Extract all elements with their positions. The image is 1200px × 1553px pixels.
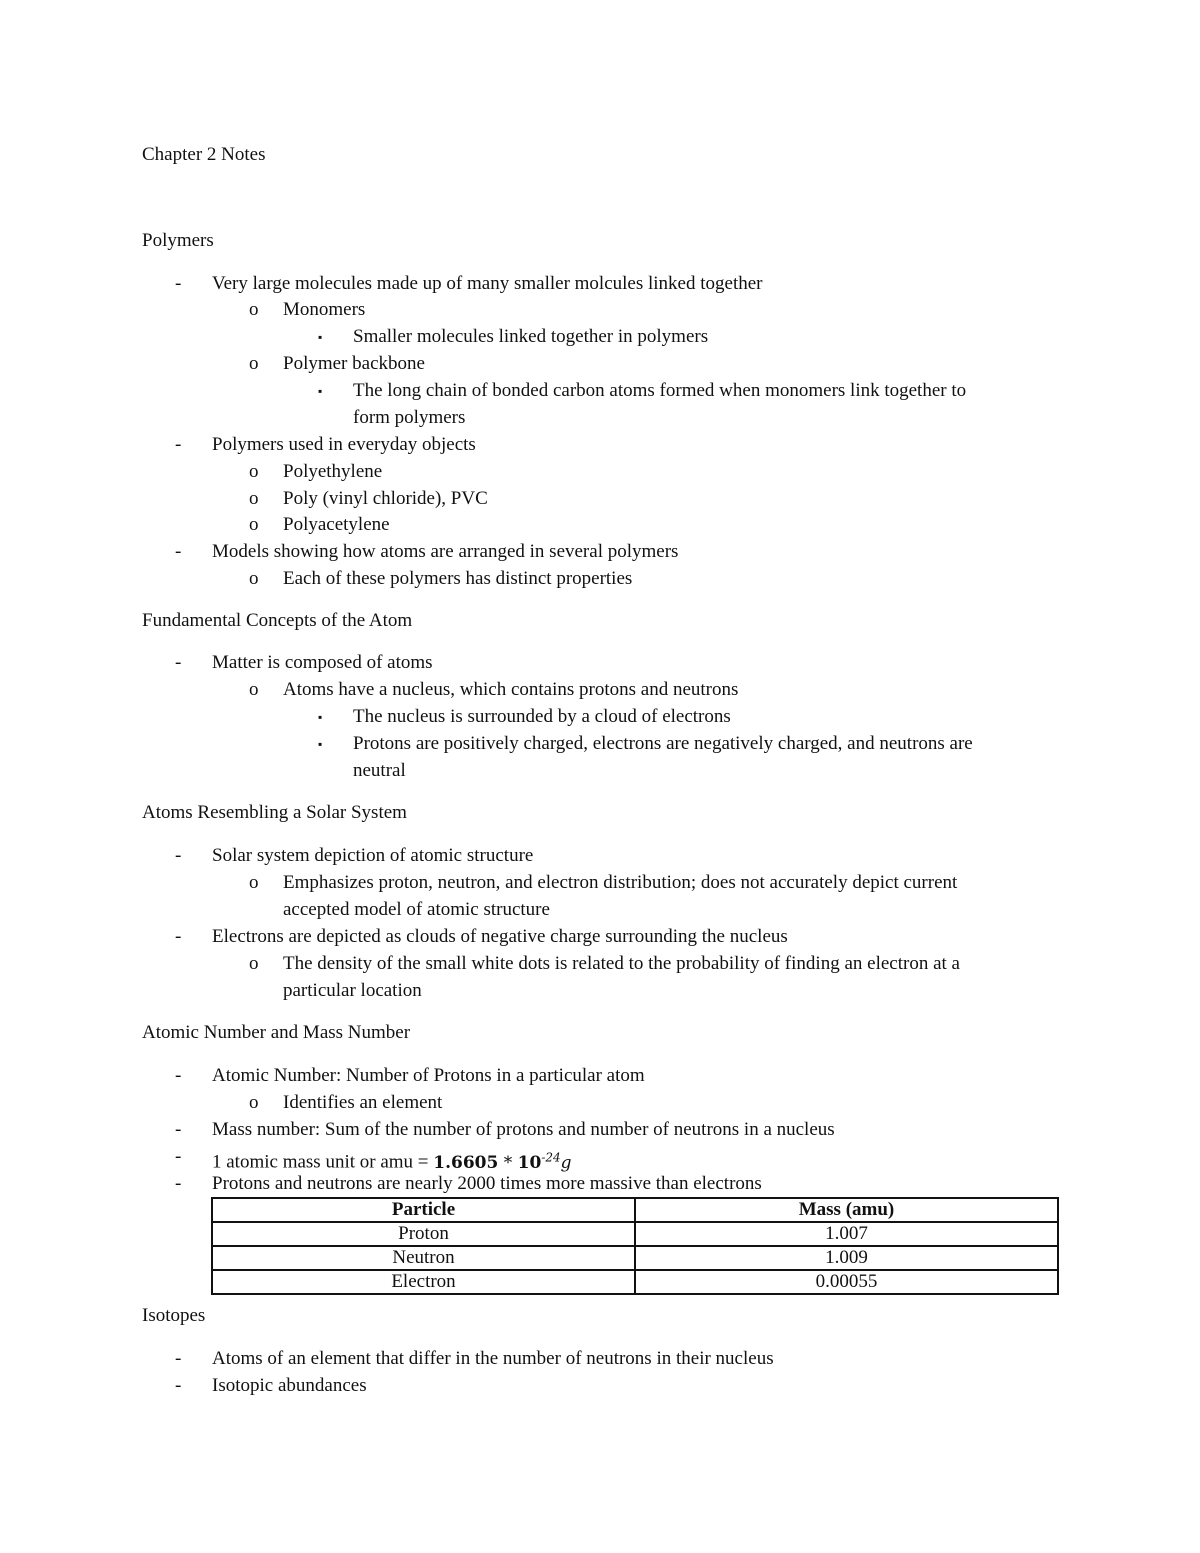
table-header-mass: Mass (amu): [635, 1198, 1058, 1222]
list-item: Emphasizes proton, neutron, and electron distribution; does not accurately depict current: [283, 872, 958, 893]
table-cell-mass: 1.007: [635, 1222, 1058, 1246]
section-heading-polymers: Polymers: [142, 230, 214, 251]
table-cell-particle: Proton: [212, 1222, 635, 1246]
dash-bullet: -: [175, 845, 182, 866]
list-item: Protons and neutrons are nearly 2000 times more massive than electrons: [212, 1173, 762, 1194]
table-row: [212, 1246, 1058, 1270]
section-heading-isotopes: Isotopes: [142, 1305, 206, 1326]
circle-bullet: o: [249, 1092, 259, 1113]
circle-bullet: o: [249, 568, 259, 589]
circle-bullet: o: [249, 679, 259, 700]
dash-bullet: -: [175, 273, 182, 294]
table-row: [212, 1222, 1058, 1246]
list-item-continuation: neutral: [353, 760, 406, 781]
list-item: Protons are positively charged, electrons are negatively charged, and neutrons are: [353, 733, 973, 754]
list-item: Atomic Number: Number of Protons in a particular atom: [212, 1065, 645, 1086]
list-item-continuation: particular location: [283, 980, 422, 1001]
list-item: Very large molecules made up of many smaller molcules linked together: [212, 273, 763, 294]
square-bullet: ▪: [318, 737, 323, 751]
table-row: [212, 1270, 1058, 1294]
list-item: The density of the small white dots is related to the probability of finding an electron at a: [283, 953, 960, 974]
circle-bullet: o: [249, 872, 259, 893]
dash-bullet: -: [175, 541, 182, 562]
list-item: Matter is composed of atoms: [212, 652, 433, 673]
circle-bullet: o: [249, 514, 259, 535]
amu-value: 1.6605: [433, 1152, 499, 1173]
amu-formula: [433, 1150, 572, 1173]
square-bullet: ▪: [318, 330, 323, 344]
dash-bullet: -: [175, 926, 182, 947]
dash-bullet: -: [175, 1119, 182, 1140]
list-item-continuation: accepted model of atomic structure: [283, 899, 550, 920]
table-cell-particle: Neutron: [212, 1246, 635, 1270]
table-cell-mass: 1.009: [635, 1246, 1058, 1270]
list-item: Mass number: Sum of the number of protons and number of neutrons in a nucleus: [212, 1119, 835, 1140]
square-bullet: ▪: [318, 384, 323, 398]
list-item: Poly (vinyl chloride), PVC: [283, 488, 488, 509]
amu-text: 1 atomic mass unit or amu =: [212, 1151, 434, 1173]
list-item: Polyethylene: [283, 461, 383, 482]
amu-unit: g: [560, 1152, 572, 1173]
list-item: Each of these polymers has distinct properties: [283, 568, 633, 589]
list-item: Electrons are depicted as clouds of negative charge surrounding the nucleus: [212, 926, 788, 947]
table-header-particle: Particle: [212, 1198, 635, 1222]
list-item: Identifies an element: [283, 1092, 443, 1113]
dash-bullet: -: [175, 1173, 182, 1194]
section-heading-atom: Fundamental Concepts of the Atom: [142, 610, 413, 631]
dash-bullet: -: [175, 1146, 182, 1167]
table-cell-mass: 0.00055: [635, 1270, 1058, 1294]
circle-bullet: o: [249, 353, 259, 374]
list-item: Polyacetylene: [283, 514, 390, 535]
list-item: Atoms of an element that differ in the number of neutrons in their nucleus: [212, 1348, 774, 1369]
square-bullet: ▪: [318, 710, 323, 724]
section-heading-atomic-number: Atomic Number and Mass Number: [142, 1022, 411, 1043]
circle-bullet: o: [249, 461, 259, 482]
list-item: Models showing how atoms are arranged in several polymers: [212, 541, 679, 562]
page-title: Chapter 2 Notes: [142, 144, 266, 165]
circle-bullet: o: [249, 299, 259, 320]
circle-bullet: o: [249, 953, 259, 974]
section-heading-solar: Atoms Resembling a Solar System: [142, 802, 407, 823]
list-item: Monomers: [283, 299, 366, 320]
amu-operator: *: [498, 1152, 518, 1173]
amu-base: 10: [517, 1152, 542, 1173]
dash-bullet: -: [175, 434, 182, 455]
list-item: Isotopic abundances: [212, 1375, 367, 1396]
dash-bullet: -: [175, 1375, 182, 1396]
list-item: Smaller molecules linked together in polymers: [353, 326, 709, 347]
list-item: The nucleus is surrounded by a cloud of electrons: [353, 706, 731, 727]
list-item: Atoms have a nucleus, which contains protons and neutrons: [283, 679, 739, 700]
list-item: Polymer backbone: [283, 353, 425, 374]
list-item: Solar system depiction of atomic structure: [212, 845, 534, 866]
table-header-row: [212, 1198, 1058, 1222]
circle-bullet: o: [249, 488, 259, 509]
list-item-continuation: form polymers: [353, 407, 466, 428]
list-item: Polymers used in everyday objects: [212, 434, 476, 455]
particle-mass-table: [211, 1197, 1059, 1295]
table-cell-particle: Electron: [212, 1270, 635, 1294]
amu-exponent: -24: [541, 1150, 561, 1164]
list-item: The long chain of bonded carbon atoms formed when monomers link together to: [353, 380, 967, 401]
dash-bullet: -: [175, 1065, 182, 1086]
dash-bullet: -: [175, 652, 182, 673]
dash-bullet: -: [175, 1348, 182, 1369]
